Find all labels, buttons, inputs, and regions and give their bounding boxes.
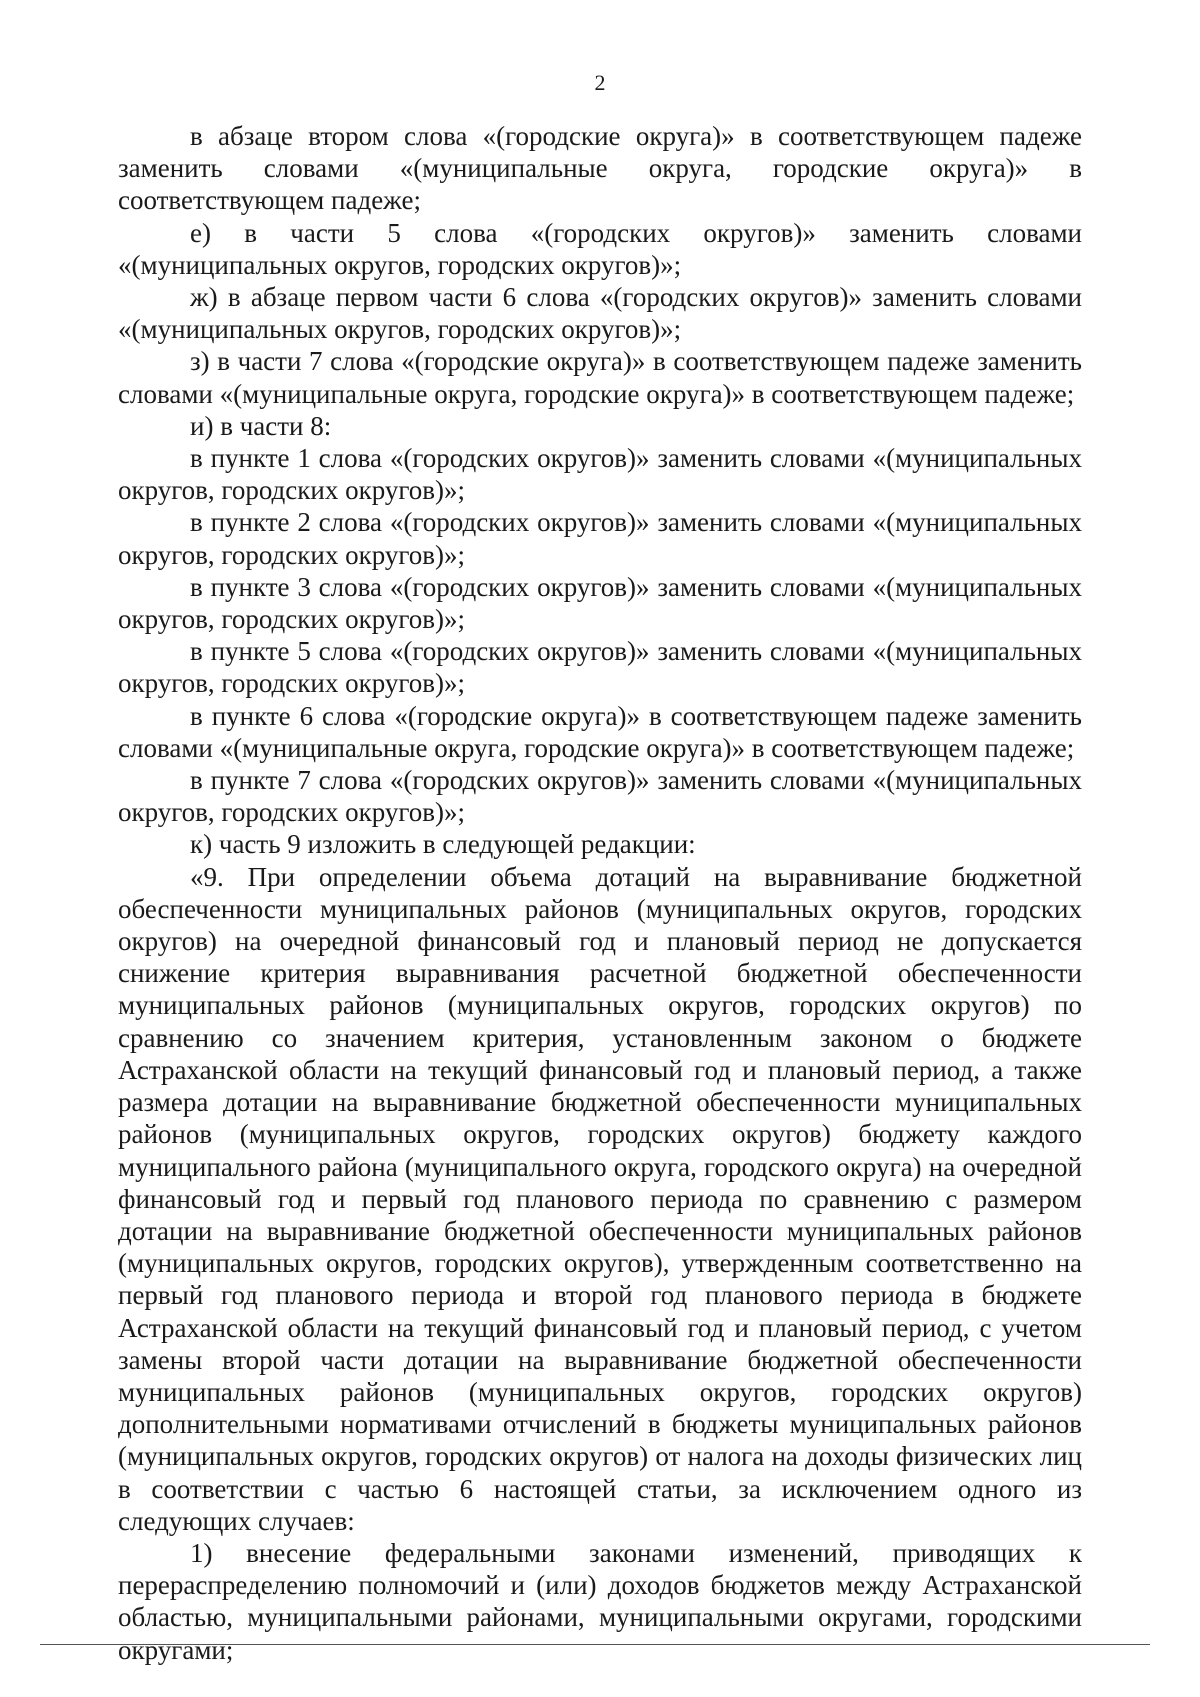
paragraph-zh: ж) в абзаце первом части 6 слова «(городских округов)» заменить словами «(муниципальных округов, городских округов)»; bbox=[118, 282, 1082, 345]
paragraph-punkt-6: в пункте 6 слова «(городские округа)» в соответствующем падеже заменить словами «(муниципальные округа, городские округа)» в соответствующем падеже; bbox=[118, 700, 1082, 763]
paragraph-punkt-3: в пункте 3 слова «(городских округов)» заменить словами «(муниципальных округов, городских округов)»; bbox=[118, 571, 1082, 635]
page-number: 2 bbox=[594, 70, 606, 95]
paragraph-punkt-5: в пункте 5 слова «(городских округов)» заменить словами «(муниципальных округов, городских округов)»; bbox=[118, 636, 1082, 699]
paragraph-punkt-1: в пункте 1 слова «(городских округов)» заменить словами «(муниципальных округов, городских округов)»; bbox=[118, 443, 1082, 506]
paragraph-e: е) в части 5 слова «(городских округов)» заменить словами «(муниципальных округов, городских округов)»; bbox=[118, 217, 1082, 280]
document-body bbox=[118, 120, 1082, 1666]
paragraph-sluchai-1: 1) внесение федеральными законами изменений, приводящих к перераспределению полномочий и (или) доходов бюджетов между Астраханской областью, муниципальными районами, муниципальными округами, городскими округами; bbox=[118, 1537, 1082, 1665]
paragraph-punkt-7: в пункте 7 слова «(городских округов)» заменить словами «(муниципальных округов, городских округов)»; bbox=[118, 765, 1082, 828]
paragraph-i: и) в части 8: bbox=[190, 410, 332, 441]
paragraph-z: з) в части 7 слова «(городские округа)» в соответствующем падеже заменить словами «(муниципальные округа, городские округа)» в соответствующем падеже; bbox=[118, 346, 1082, 409]
paragraph-abzac-vtorom: в абзаце втором слова «(городские округа)» в соответствующем падеже заменить словами «(муниципальные округа, городские округа)» в соответствующем падеже; bbox=[118, 121, 1082, 216]
paragraph-chast-9: «9. При определении объема дотаций на выравнивание бюджетной обеспеченности муниципальных районов (муниципальных округов, городских округов) на очередной финансовый год и плановый период не допускается снижение критерия выравнивания расчетной бюджетной обеспеченности муниципальных районов (муниципальных округов, городских округов) по сравнению со значением критерия, установленным законом о бюджете Астраханской области на текущий финансовый год и плановый период, а также размера дотации на выравнивание бюджетной обеспеченности муниципальных районов (муниципальных округов, городских округов) бюджету каждого муниципального района (муниципального округа, городского округа) на очередной финансовый год и первый год планового периода по сравнению с размером дотации на выравнивание бюджетной обеспеченности муниципальных районов (муниципальных округов, городских округов), утвержденным соответственно на первый год планового периода и второй год планового периода в бюджете Астраханской области на текущий финансовый год и плановый период, с учетом замены второй части дотации на выравнивание бюджетной обеспеченности муниципальных районов (муниципальных округов, городских округов) дополнительными нормативами отчислений в бюджеты муниципальных районов (муниципальных округов, городских округов) от налога на доходы физических лиц в соответствии с частью 6 настоящей статьи, за исключением одного из следующих случаев: bbox=[118, 861, 1082, 1536]
paragraph-punkt-2: в пункте 2 слова «(городских округов)» заменить словами «(муниципальных округов, городских округов)»; bbox=[118, 507, 1082, 570]
bottom-rule bbox=[40, 1644, 1150, 1645]
paragraph-k: к) часть 9 изложить в следующей редакции: bbox=[190, 829, 696, 860]
